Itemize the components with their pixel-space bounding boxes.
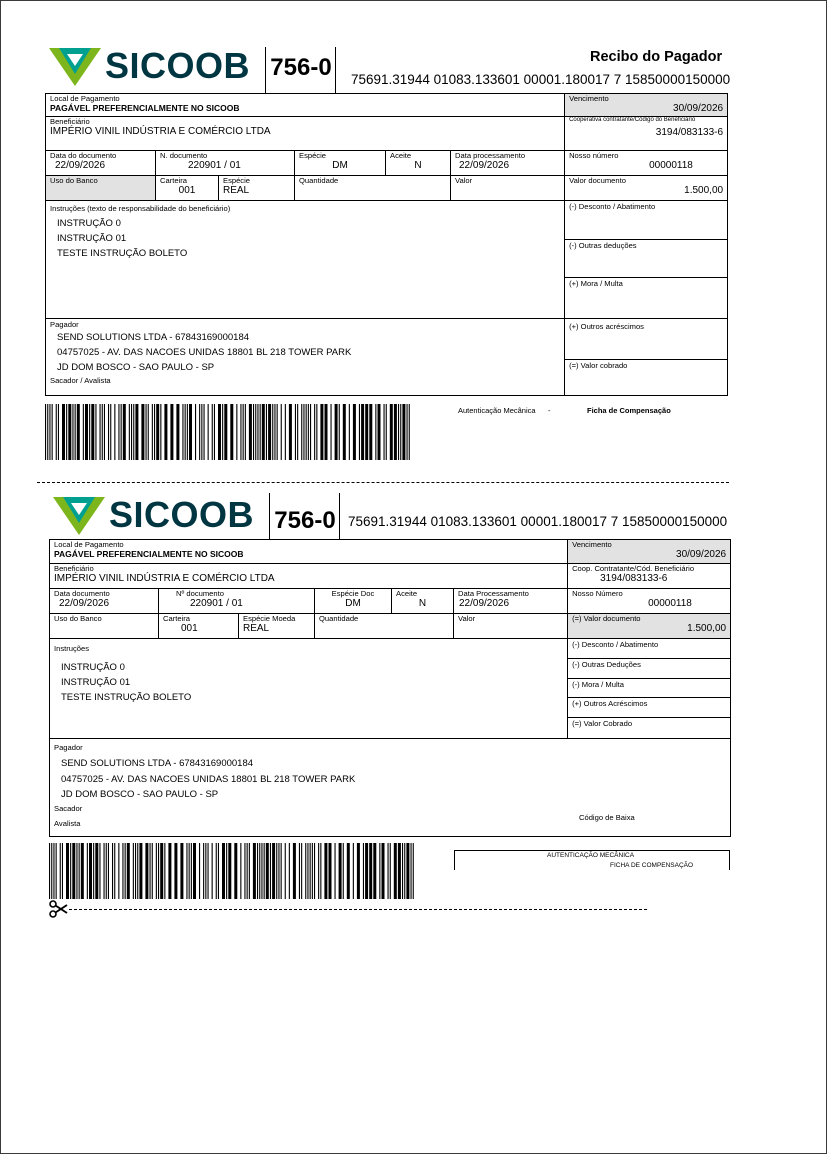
valor-cell: [451, 176, 565, 201]
instrucoes-list: [50, 213, 560, 261]
compensation-table: [49, 539, 731, 837]
deductions-column: [565, 201, 728, 319]
instrucoes-label: Instruções (texto de responsabilidade do beneficiário): [50, 204, 231, 213]
aceite-label: Aceite: [390, 151, 412, 160]
valor-cobrado-cell: [565, 360, 727, 395]
coop-label: Coop. Contratante/Cód. Beneficiário: [572, 564, 695, 573]
nosso-numero-cell: [565, 151, 728, 176]
valor-documento-label: Valor documento: [569, 176, 626, 185]
quantidade-label: Quantidade: [299, 176, 339, 185]
deductions-column: [568, 639, 731, 739]
mora-cell: [565, 278, 727, 317]
cut-line: [69, 909, 647, 910]
coop-value: 3194/083133-6: [600, 573, 668, 584]
nosso-numero-value: 00000118: [648, 598, 692, 609]
autenticacao-label: Autenticação Mecânica: [458, 406, 536, 415]
especie-doc-value: DM: [345, 598, 361, 609]
pagador-cell: [46, 319, 565, 396]
outras-deducoes-cell: [565, 240, 727, 278]
codigo-baixa-label: Código de Baixa: [579, 813, 635, 822]
local-pagamento-label: Local de Pagamento: [54, 540, 124, 549]
vencimento-value: 30/09/2026: [676, 549, 727, 560]
outros-acrescimos-cell: [565, 319, 727, 360]
especie-label: Espécie: [299, 151, 327, 160]
especie-moeda-value: REAL: [223, 185, 250, 196]
desconto-label: (-) Desconto / Abatimento: [569, 202, 656, 211]
coop-cell: [568, 564, 731, 589]
beneficiario-label: Beneficiário: [54, 564, 94, 573]
pagador-cell: [50, 739, 731, 837]
carteira-value: 001: [181, 623, 198, 634]
data-documento-value: 22/09/2026: [59, 598, 110, 609]
nosso-numero-label: Nosso Número: [572, 589, 623, 598]
outras-deducoes-label: (-) Outras Deduções: [572, 660, 641, 669]
uso-banco-label: Uso do Banco: [54, 614, 102, 623]
quantidade-label: Quantidade: [319, 614, 359, 623]
sicoob-logo: [53, 494, 254, 536]
valor-documento-cell: [568, 614, 731, 639]
valor-cobrado-label: (=) Valor cobrado: [569, 361, 628, 370]
numero-documento-cell: [159, 589, 315, 614]
scissors-icon: [48, 900, 68, 921]
avalista-label: Avalista: [54, 818, 81, 828]
data-documento-cell: [46, 151, 156, 176]
nosso-numero-cell: [568, 589, 731, 614]
autenticacao-label: AUTENTICAÇÃO MECÂNICA: [547, 852, 635, 859]
instrucoes-cell: [50, 639, 568, 739]
sicoob-logo-icon: [49, 46, 101, 86]
outros-acrescimos-label: (+) Outros acréscimos: [569, 322, 644, 331]
outros-acrescimos-cell: [568, 698, 730, 718]
data-processamento-cell: [451, 151, 565, 176]
desconto-label: (-) Desconto / Abatimento: [572, 640, 659, 649]
carteira-value: 001: [178, 185, 196, 196]
instrucoes-label: Instruções: [54, 644, 90, 653]
barcode: [49, 843, 415, 899]
vencimento-label: Vencimento: [572, 540, 612, 549]
quantidade-cell: [295, 176, 451, 201]
pagador-line: 04757025 - AV. DAS NACOES UNIDAS 18801 BL 218 TOWER PARK: [61, 773, 356, 785]
logo-divider: [269, 493, 270, 539]
vencimento-cell: [565, 94, 728, 117]
bank-code-divider: [339, 493, 340, 539]
ficha-label: FICHA DE COMPENSAÇÃO: [610, 862, 694, 869]
pagador-line: SEND SOLUTIONS LTDA - 67843169000184: [61, 758, 254, 769]
especie-doc-label: Espécie Doc: [331, 589, 375, 598]
valor-label: Valor: [455, 176, 473, 185]
local-pagamento-label: Local de Pagamento: [50, 94, 120, 103]
valor-label: Valor: [458, 614, 476, 623]
outras-deducoes-label: (-) Outras deduções: [569, 241, 637, 250]
beneficiario-label: Beneficiário: [50, 117, 90, 126]
sacador-label: Sacador: [54, 803, 83, 813]
instrucao-line: TESTE INSTRUÇÃO BOLETO: [61, 692, 192, 703]
bank-code-divider: [335, 47, 336, 93]
data-processamento-label: Data processamento: [455, 151, 526, 160]
coop-label: Cooperativa contratante/Código do Beneficiário: [569, 117, 696, 123]
especie-moeda-cell: [239, 614, 315, 639]
instrucao-line: INSTRUÇÃO 0: [57, 218, 121, 229]
carteira-label: Carteira: [163, 614, 191, 623]
especie-cell: [295, 151, 386, 176]
valor-documento-value: 1.500,00: [684, 185, 724, 196]
carteira-label: Carteira: [160, 176, 188, 185]
pagador-line: 04757025 - AV. DAS NACOES UNIDAS 18801 BL 218 TOWER PARK: [57, 347, 352, 358]
beneficiario-cell: [50, 564, 568, 589]
valor-documento-label: (=) Valor documento: [572, 614, 641, 623]
digitable-line: 75691.31944 01083.133601 00001.180017 7 15850000150000: [348, 514, 728, 529]
especie-doc-cell: [315, 589, 392, 614]
autenticacao-separator: -: [548, 406, 551, 415]
instrucoes-cell: [46, 201, 565, 319]
valor-documento-cell: [565, 176, 728, 201]
numero-documento-label: Nº documento: [176, 589, 224, 598]
instrucoes-list: [54, 653, 563, 705]
vencimento-label: Vencimento: [569, 94, 609, 103]
numero-documento-label: N. documento: [160, 151, 208, 160]
pagador-label: Pagador: [50, 320, 79, 329]
nosso-numero-label: Nosso número: [569, 151, 619, 160]
barcode: [45, 404, 410, 460]
especie-moeda-label: Espécie Moeda: [243, 614, 296, 623]
data-processamento-value: 22/09/2026: [459, 160, 510, 171]
pagador-label: Pagador: [54, 743, 83, 752]
especie-moeda-label: Espécie: [223, 176, 251, 185]
data-documento-label: Data documento: [54, 589, 110, 598]
mora-cell: [568, 679, 730, 698]
sicoob-logo-text: SICOOB: [105, 45, 251, 86]
valor-documento-value: 1.500,00: [687, 623, 727, 634]
desconto-cell: [565, 201, 727, 240]
beneficiario-cell: [46, 117, 565, 151]
valor-cobrado-cell: [568, 718, 730, 738]
aceite-value: N: [414, 160, 422, 171]
especie-value: DM: [332, 160, 348, 171]
especie-moeda-value: REAL: [243, 623, 270, 634]
logo-divider: [265, 47, 266, 93]
data-processamento-cell: [454, 589, 568, 614]
sicoob-logo-icon: [53, 495, 105, 535]
vencimento-value: 30/09/2026: [673, 103, 724, 114]
bank-code: 756-0: [274, 507, 336, 534]
sicoob-logo-text: SICOOB: [109, 494, 255, 535]
desconto-cell: [568, 639, 730, 659]
beneficiario-value: IMPÉRIO VINIL INDÚSTRIA E COMÉRCIO LTDA: [50, 126, 271, 137]
instrucao-line: INSTRUÇÃO 0: [61, 662, 125, 673]
receipt-title: Recibo do Pagador: [590, 49, 723, 65]
sacador-label: Sacador / Avalista: [50, 376, 111, 385]
carteira-cell: [159, 614, 239, 639]
numero-documento-value: 220901 / 01: [188, 160, 241, 171]
aceite-value: N: [418, 598, 427, 609]
coop-value: 3194/083133-6: [655, 127, 724, 138]
receipt-table: [45, 93, 728, 396]
numero-documento-cell: [156, 151, 295, 176]
data-documento-label: Data do documento: [50, 151, 117, 160]
local-pagamento-cell: [46, 94, 565, 117]
uso-banco-label: Uso do Banco: [50, 176, 98, 185]
uso-banco-cell: [50, 614, 159, 639]
instrucao-line: TESTE INSTRUÇÃO BOLETO: [57, 248, 188, 259]
local-pagamento-value: PAGÁVEL PREFERENCIALMENTE NO SICOOB: [54, 549, 244, 559]
data-processamento-value: 22/09/2026: [459, 598, 510, 609]
data-processamento-label: Data Processamento: [458, 589, 529, 598]
quantidade-cell: [315, 614, 454, 639]
uso-banco-cell: [46, 176, 156, 201]
pagador-line: JD DOM BOSCO - SAO PAULO - SP: [57, 362, 215, 373]
instrucao-line: INSTRUÇÃO 01: [61, 677, 131, 688]
ficha-label: Ficha de Compensação: [587, 406, 671, 415]
outras-deducoes-cell: [568, 659, 730, 679]
digitable-line: 75691.31944 01083.133601 00001.180017 7 15850000150000: [351, 72, 731, 87]
coop-cell: [565, 117, 728, 151]
pagador-line: SEND SOLUTIONS LTDA - 67843169000184: [57, 332, 250, 343]
aceite-cell: [386, 151, 451, 176]
acrescimos-column: [565, 319, 728, 396]
pagador-lines: [50, 329, 560, 375]
bank-code: 756-0: [270, 54, 332, 81]
outros-acrescimos-label: (+) Outros Acréscimos: [572, 699, 648, 708]
valor-cell: [454, 614, 568, 639]
carteira-cell: [156, 176, 219, 201]
especie-moeda-cell: [219, 176, 295, 201]
mora-label: (+) Mora / Multa: [569, 279, 623, 288]
vencimento-cell: [568, 540, 731, 564]
pagador-lines: [54, 752, 726, 803]
valor-cobrado-label: (=) Valor Cobrado: [572, 719, 633, 728]
pagador-line: JD DOM BOSCO - SAO PAULO - SP: [61, 789, 219, 800]
beneficiario-value: IMPÉRIO VINIL INDÚSTRIA E COMÉRCIO LTDA: [54, 573, 275, 584]
numero-documento-value: 220901 / 01: [190, 598, 243, 609]
mora-label: (-) Mora / Multa: [572, 680, 624, 689]
aceite-label: Aceite: [396, 589, 418, 598]
sicoob-logo: [49, 45, 250, 87]
cut-line: [37, 482, 729, 483]
local-pagamento-cell: [50, 540, 568, 564]
aceite-cell: [392, 589, 454, 614]
instrucao-line: INSTRUÇÃO 01: [57, 233, 127, 244]
data-documento-cell: [50, 589, 159, 614]
local-pagamento-value: PAGÁVEL PREFERENCIALMENTE NO SICOOB: [50, 103, 240, 113]
data-documento-value: 22/09/2026: [55, 160, 106, 171]
nosso-numero-value: 00000118: [649, 160, 693, 171]
